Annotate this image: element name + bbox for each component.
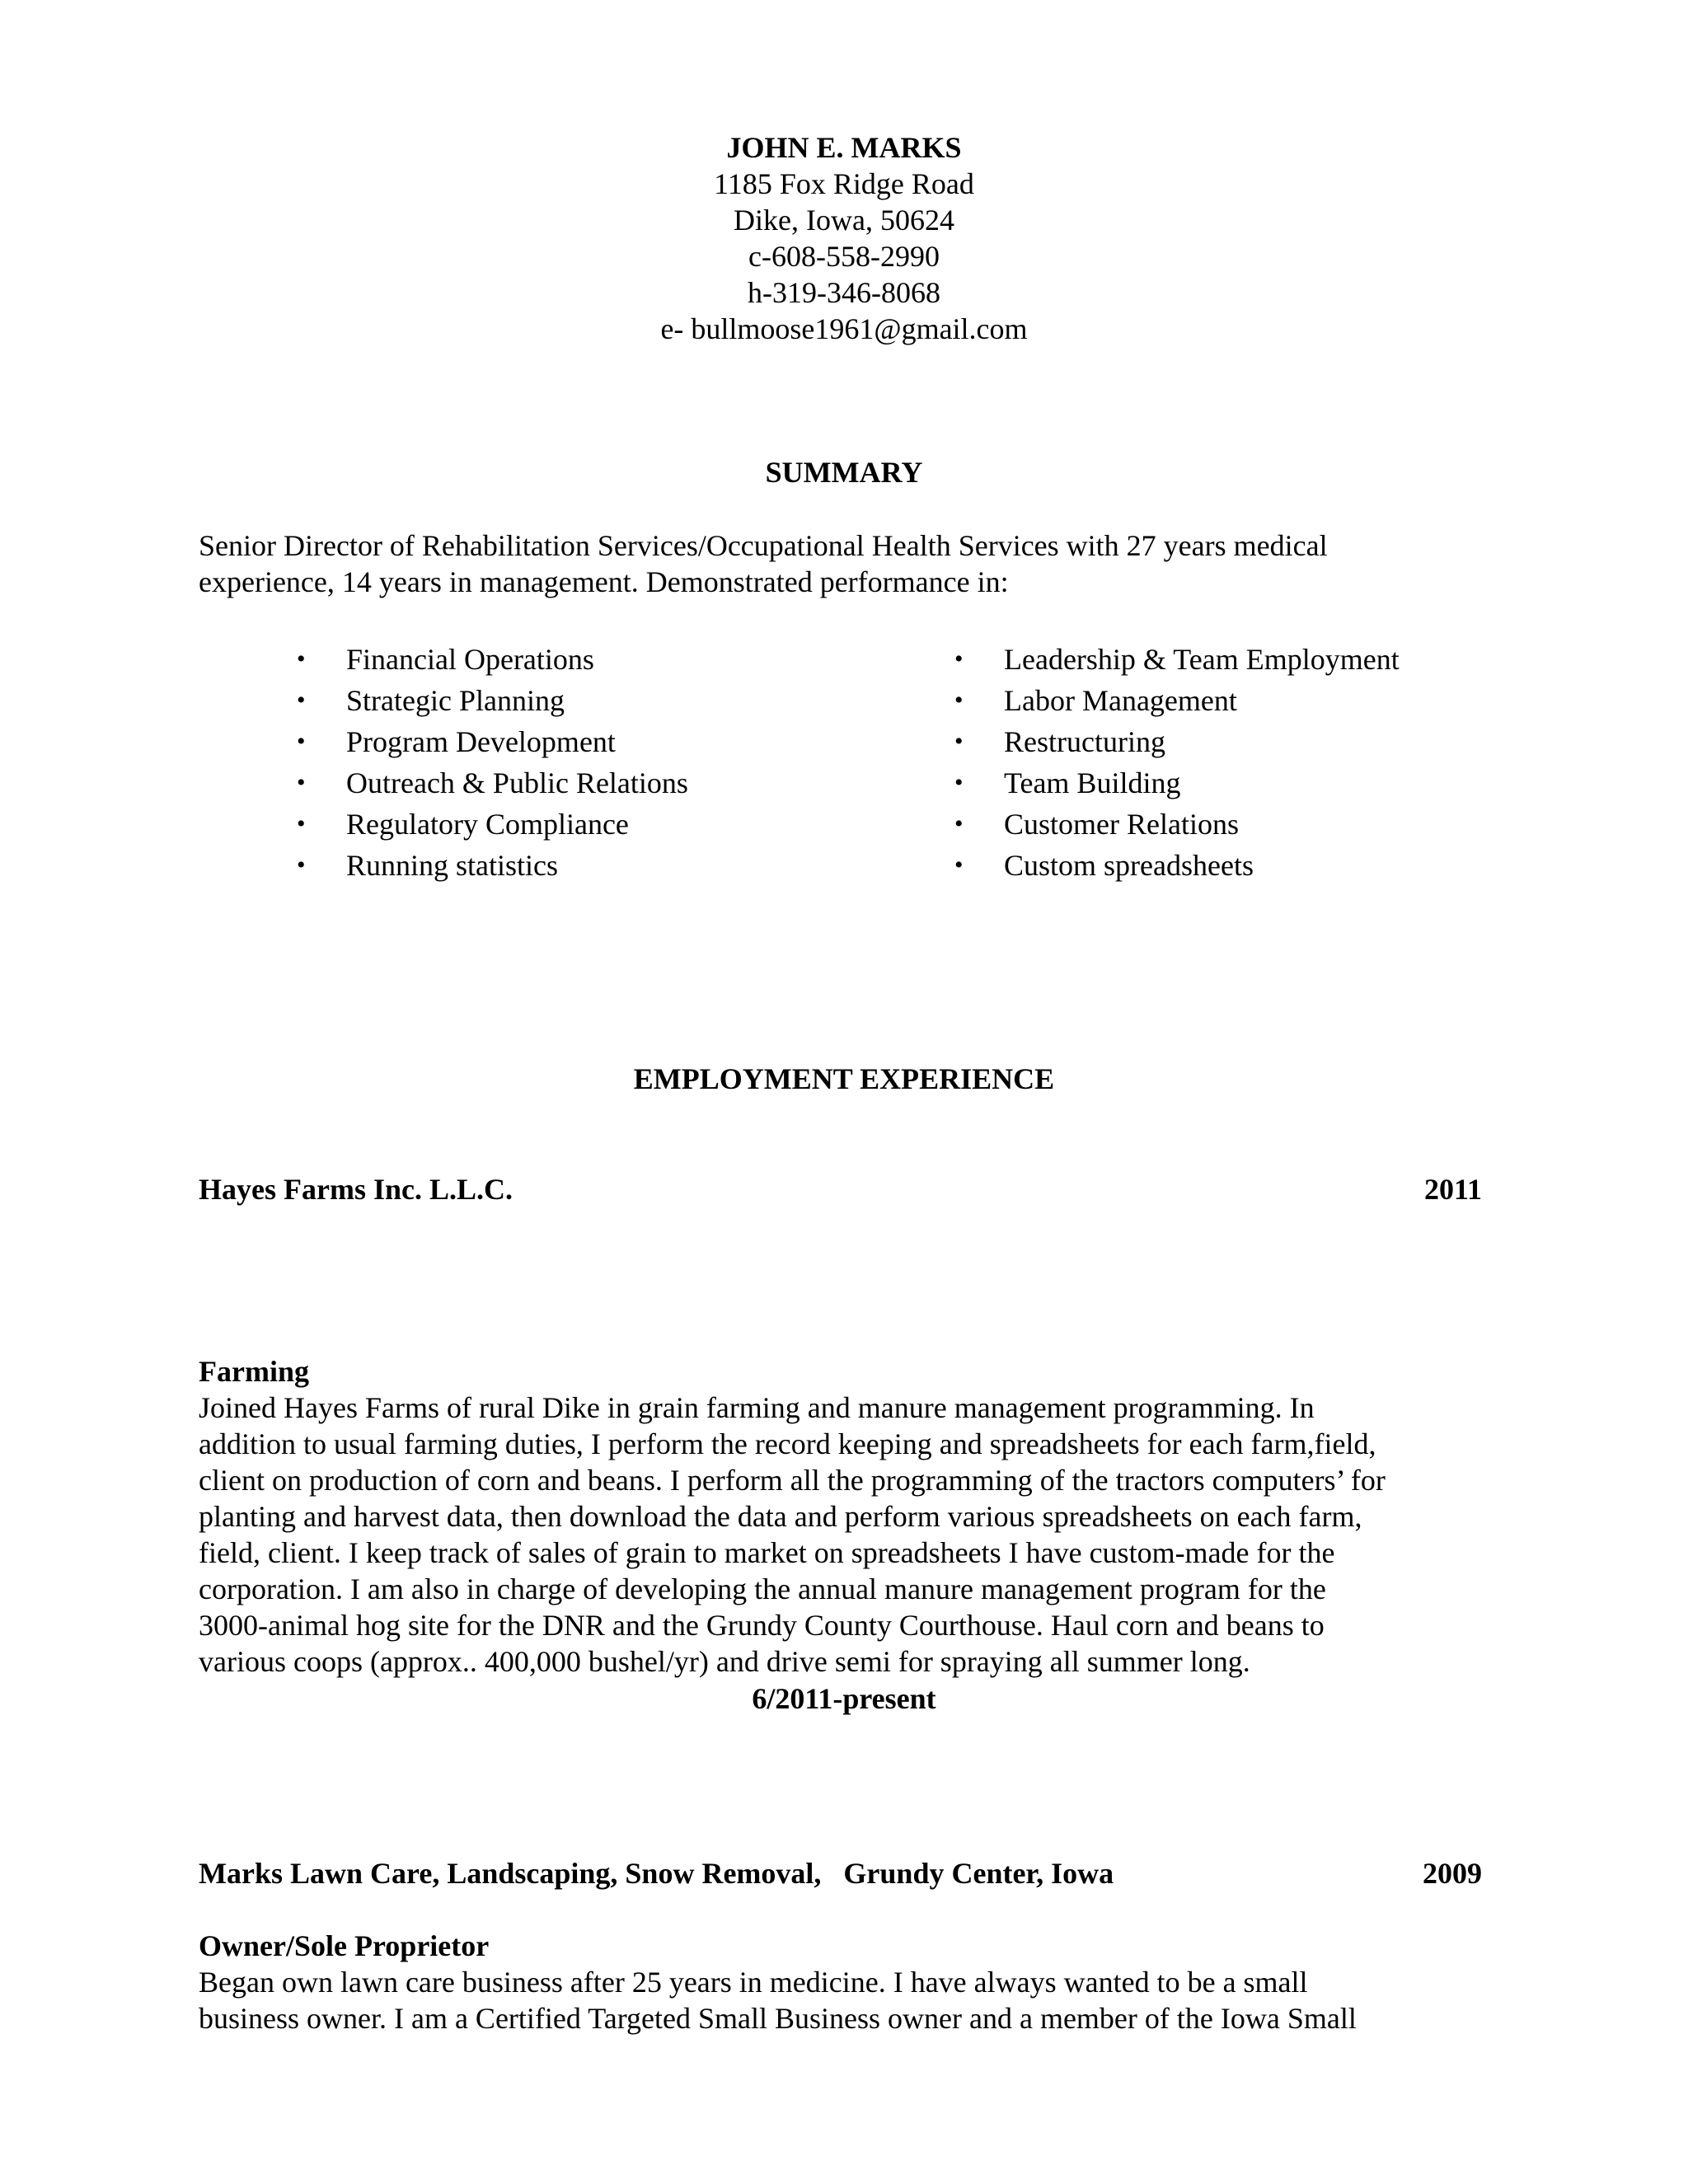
skills-list-right: [954, 639, 1531, 886]
bullet-icon: •: [297, 687, 306, 714]
bullet-icon: •: [297, 810, 306, 837]
description-line: 3000-animal hog site for the DNR and the Grundy County Courthouse. Haul corn and beans to: [199, 1609, 1325, 1642]
bullet-icon: •: [954, 645, 964, 673]
skill-label: Leadership & Team Employment: [1004, 643, 1400, 676]
bullet-icon: •: [954, 810, 964, 837]
job-role: Farming: [199, 1355, 309, 1388]
skill-label: Running statistics: [346, 849, 559, 882]
job-year: 2009: [1423, 1857, 1482, 1890]
candidate-name: JOHN E. MARKS: [726, 131, 962, 164]
skill-item: [954, 721, 1531, 762]
description-line: corporation. I am also in charge of developing the annual manure management program for the: [199, 1572, 1326, 1605]
description-line: planting and harvest data, then download the data and perform various spreadsheets on each farm,: [199, 1500, 1362, 1533]
description-line: field, client. I keep track of sales of grain to market on spreadsheets I have custom-made for the: [199, 1536, 1335, 1569]
bullet-icon: •: [297, 645, 306, 673]
skill-label: Financial Operations: [346, 643, 594, 676]
skill-item: [297, 721, 874, 762]
skill-label: Labor Management: [1004, 684, 1237, 717]
skill-label: Custom spreadsheets: [1004, 849, 1254, 882]
summary-heading: SUMMARY: [765, 456, 923, 489]
job-description: [199, 1964, 1484, 2036]
skill-item: [954, 845, 1531, 886]
description-line: various coops (approx.. 400,000 bushel/yr) and drive semi for spraying all summer long.: [199, 1645, 1250, 1678]
cell-phone: c-608-558-2990: [748, 240, 940, 273]
email-address: e- bullmoose1961@gmail.com: [660, 312, 1028, 345]
skill-item: [297, 680, 874, 721]
bullet-icon: •: [954, 687, 964, 714]
summary-line: experience, 14 years in management. Demonstrated performance in:: [199, 565, 1009, 598]
street-address: 1185 Fox Ridge Road: [714, 167, 974, 200]
contact-header: [0, 129, 1688, 347]
description-line: client on production of corn and beans. I perform all the programming of the tractors computers’ for: [199, 1464, 1386, 1497]
skill-label: Restructuring: [1004, 725, 1165, 758]
bullet-icon: •: [297, 851, 306, 879]
skill-label: Program Development: [346, 725, 616, 758]
skill-item: [297, 845, 874, 886]
skills-list-left: [297, 639, 874, 886]
skill-item: [297, 804, 874, 845]
job-description: [199, 1390, 1484, 1680]
home-phone: h-319-346-8068: [748, 276, 940, 309]
job-header: [199, 1171, 1482, 1207]
employment-heading: EMPLOYMENT EXPERIENCE: [633, 1062, 1055, 1095]
description-line: addition to usual farming duties, I perform the record keeping and spreadsheets for each farm,field,: [199, 1427, 1376, 1460]
company-name: Hayes Farms Inc. L.L.C.: [199, 1173, 513, 1206]
skill-label: Regulatory Compliance: [346, 808, 629, 841]
skill-label: Customer Relations: [1004, 808, 1239, 841]
bullet-icon: •: [954, 851, 964, 879]
skill-label: Team Building: [1004, 766, 1181, 799]
summary-paragraph: [199, 527, 1484, 600]
description-line: Joined Hayes Farms of rural Dike in grain farming and manure management programming. In: [199, 1391, 1315, 1424]
bullet-icon: •: [954, 728, 964, 755]
skill-item: [954, 639, 1531, 680]
job-header: [199, 1855, 1482, 1891]
job-year: 2011: [1423, 1173, 1482, 1206]
city-state-zip: Dike, Iowa, 50624: [734, 204, 954, 237]
description-line: business owner. I am a Certified Targeted Small Business owner and a member of the Iowa Small: [199, 2002, 1357, 2035]
bullet-icon: •: [954, 769, 964, 796]
skill-label: Outreach & Public Relations: [346, 766, 688, 799]
skill-item: [954, 804, 1531, 845]
skill-item: [954, 762, 1531, 804]
skill-item: [297, 639, 874, 680]
job-dates: 6/2011-present: [752, 1682, 936, 1715]
skill-item: [954, 680, 1531, 721]
summary-line: Senior Director of Rehabilitation Services/Occupational Health Services with 27 years medical: [199, 529, 1328, 562]
bullet-icon: •: [297, 769, 306, 796]
skill-item: [297, 762, 874, 804]
bullet-icon: •: [297, 728, 306, 755]
description-line: Began own lawn care business after 25 years in medicine. I have always wanted to be a small: [199, 1966, 1308, 1999]
company-name: Marks Lawn Care, Landscaping, Snow Removal, Grundy Center, Iowa: [199, 1857, 1114, 1890]
skill-label: Strategic Planning: [346, 684, 565, 717]
job-role: Owner/Sole Proprietor: [199, 1929, 490, 1962]
